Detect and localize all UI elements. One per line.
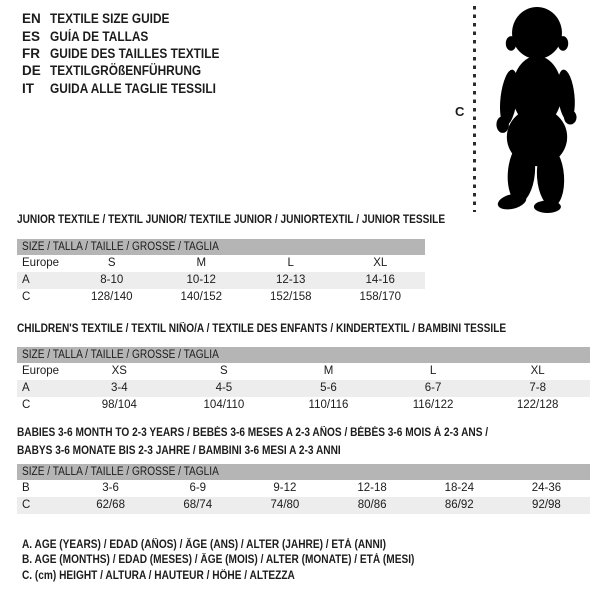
language-row-fr — [22, 45, 243, 62]
size-header-text: SIZE / TALLA / TAILLE / GRÖSSE / TAGLIA — [22, 241, 219, 253]
language-row-de — [22, 62, 243, 79]
language-code: DE — [22, 63, 41, 79]
size-value: 62/68 — [96, 499, 125, 511]
size-table-junior — [17, 239, 425, 306]
size-value: 12-13 — [276, 274, 306, 286]
section-title-text: BABIES 3-6 MONTH TO 2-3 YEARS / BEBÉS 3-6 MESES A 2-3 AÑOS / BÉBÉS 3-6 MOIS À 2-3 ANS / — [17, 427, 489, 439]
row-label: C — [22, 291, 31, 303]
footnote-list — [22, 538, 468, 584]
table-row-b — [17, 480, 590, 497]
language-title-list — [22, 10, 243, 97]
footnote-text: B. AGE (MONTHS) / EDAD (MESES) / ÂGE (MOIS) / ALTER (MONATE) / ETÀ (MESI) — [22, 554, 415, 567]
language-title: GUIDA ALLE TAGLIE TESSILI — [50, 80, 216, 96]
table-row-europe — [17, 363, 590, 380]
table-row-a — [17, 380, 590, 397]
language-code: IT — [22, 80, 34, 96]
size-value: 24-36 — [531, 482, 562, 494]
size-header-text: SIZE / TALLA / TAILLE / GRÖSSE / TAGLIA — [22, 349, 219, 361]
size-section-children — [17, 320, 590, 414]
size-value: XL — [373, 257, 388, 269]
footnote-c — [22, 569, 468, 584]
table-row-c — [17, 397, 590, 414]
size-section-junior — [17, 211, 446, 306]
size-value: 9-12 — [273, 482, 297, 494]
row-label: Europe — [22, 365, 60, 377]
footnote-text: C. (cm) HEIGHT / ALTURA / HAUTEUR / HÖHE / ALTEZZA — [22, 569, 295, 582]
language-row-en — [22, 10, 243, 27]
toddler-silhouette-icon — [483, 6, 591, 214]
size-value: 104/110 — [203, 399, 245, 411]
size-value: 3-6 — [102, 482, 119, 494]
size-value: L — [287, 257, 294, 269]
size-table-babies — [17, 464, 590, 514]
size-value: 6-9 — [189, 482, 207, 494]
row-label: B — [22, 482, 30, 494]
size-value: 68/74 — [183, 499, 213, 511]
language-code: ES — [22, 28, 41, 44]
size-value: S — [220, 365, 228, 377]
section-title-text: JUNIOR TEXTILE / TEXTIL JUNIOR/ TEXTILE JUNIOR / JUNIORTEXTIL / JUNIOR TESSILE — [17, 214, 446, 226]
size-value: 6-7 — [424, 382, 442, 394]
height-measure-label: C — [455, 104, 465, 119]
language-code: EN — [22, 11, 41, 27]
language-title: TEXTILE SIZE GUIDE — [50, 11, 170, 27]
size-value: S — [107, 257, 116, 269]
size-value: 86/92 — [444, 499, 474, 511]
size-table-children — [17, 347, 590, 414]
size-value: 92/98 — [532, 499, 561, 511]
size-value: 5-6 — [320, 382, 337, 394]
language-title: GUÍA DE TALLAS — [50, 28, 149, 44]
size-value: 128/140 — [90, 291, 133, 303]
language-title: GUIDE DES TAILLES TEXTILE — [50, 45, 220, 61]
language-row-es — [22, 27, 243, 44]
size-header-bar — [17, 239, 425, 255]
size-value: 4-5 — [215, 382, 233, 394]
language-code: FR — [22, 45, 40, 61]
table-row-europe — [17, 255, 425, 272]
size-value: 158/170 — [359, 291, 402, 303]
size-value: 80/86 — [357, 499, 387, 511]
footnote-b — [22, 553, 468, 568]
footnote-a — [22, 538, 468, 553]
size-value: 74/80 — [270, 499, 300, 511]
section-title-text: CHILDREN'S TEXTILE / TEXTIL NIÑO/A / TEXTILE DES ENFANTS / KINDERTEXTIL / BAMBINI TESSILE — [17, 323, 507, 335]
size-value: 110/116 — [308, 399, 349, 411]
size-value: 18-24 — [444, 482, 474, 494]
table-row-a — [17, 272, 425, 289]
size-value: 3-4 — [110, 382, 128, 394]
table-row-c — [17, 289, 425, 306]
row-label: C — [22, 399, 31, 411]
size-value: L — [429, 365, 437, 377]
size-value: 152/158 — [269, 291, 312, 303]
size-value: XL — [530, 365, 545, 377]
figure-area — [450, 4, 598, 216]
height-dashed-line — [472, 6, 477, 212]
size-value: M — [196, 257, 207, 269]
size-header-text: SIZE / TALLA / TAILLE / GRÖSSE / TAGLIA — [22, 466, 219, 478]
size-value: 116/122 — [412, 399, 454, 411]
language-title: TEXTILGRÖßENFÜHRUNG — [50, 63, 202, 79]
size-section-babies — [17, 424, 590, 514]
row-label: A — [22, 274, 30, 286]
size-value: 140/152 — [180, 291, 223, 303]
section-title-children — [17, 320, 590, 338]
row-label: C — [22, 499, 31, 511]
size-value: 12-18 — [357, 482, 387, 494]
row-label: Europe — [22, 257, 60, 269]
section-title-babies — [17, 442, 590, 460]
table-row-c — [17, 497, 590, 514]
size-value: XS — [111, 365, 127, 377]
size-value: M — [323, 365, 334, 377]
size-value: 98/104 — [101, 399, 137, 411]
size-header-bar — [17, 464, 590, 480]
language-row-it — [22, 80, 243, 97]
size-value: 10-12 — [186, 274, 216, 286]
section-title-babies — [17, 424, 590, 442]
section-title-junior — [17, 211, 446, 229]
footnote-text: A. AGE (YEARS) / EDAD (AÑOS) / ÂGE (ANS) / ALTER (JAHRE) / ETÀ (ANNI) — [22, 539, 386, 551]
size-value: 8-10 — [100, 274, 124, 286]
size-value: 14-16 — [365, 274, 395, 286]
section-title-text: BABYS 3-6 MONATE BIS 2-3 JAHRE / BAMBINI 3-6 MESI A 2-3 ANNI — [17, 445, 341, 457]
size-value: 7-8 — [529, 382, 546, 394]
size-value: 122/128 — [516, 399, 559, 411]
row-label: A — [22, 382, 30, 394]
size-header-bar — [17, 347, 590, 363]
